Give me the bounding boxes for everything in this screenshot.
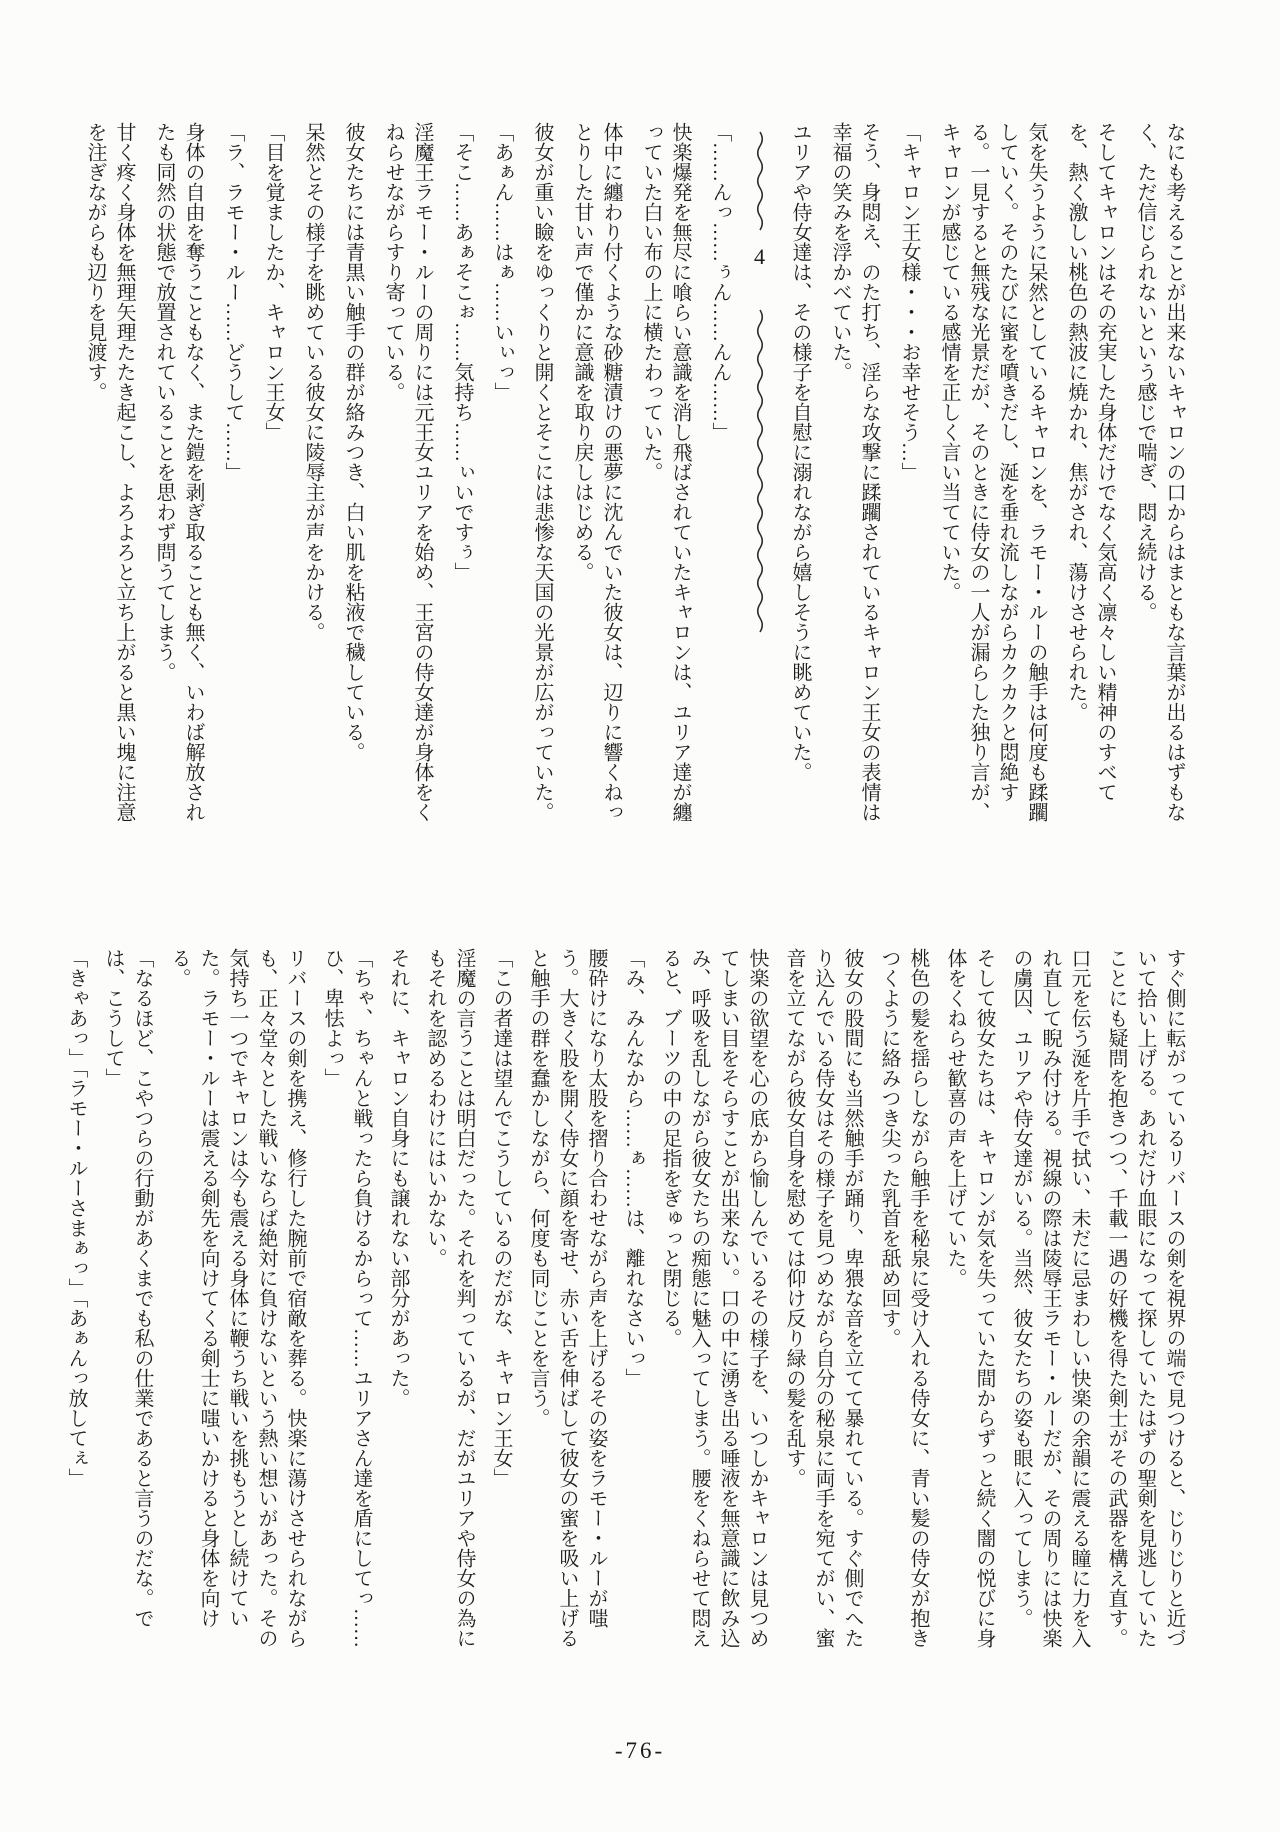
dialogue-line: 「きゃあっ」「ラモー・ルーさまぁっ」「あぁんっ放してぇ」 — [65, 948, 87, 1488]
paragraph: 淫魔の言うことは明白だった。それを判っているが、だがユリアや侍女の為にもそれを認めるわけにはいかない。 — [424, 948, 475, 1648]
paragraph: 快楽爆発を無尽に喰らい意識を消し飛ばされていたキャロンは、ユリア達が纏っていた白い布の上に横たわっていた。 — [640, 122, 691, 822]
paragraph: すぐ側に転がっているリバースの剣を視界の端で見つけると、じりじりと近づいて拾い上げる。あれだけ血眼になって探していたはずの聖剣を見逃していたことにも疑問を抱きつつ、千載一遇の好機を得た剣士がその武器を構え直す。 — [1105, 948, 1185, 1648]
dialogue-line: 「この者達は望んでこうしているのだがな、キャロン王女」 — [490, 948, 512, 1488]
paragraph: そう、身悶え、のた打ち、淫らな攻撃に蹂躙されているキャロン王女の表情は幸福の笑みを浮かべていた。 — [829, 122, 880, 822]
dialogue-line: 「そこ……あぁそこぉ……気持ち……ぃいですぅ」 — [451, 122, 473, 582]
divider-wave-top-icon — [753, 130, 767, 232]
dialogue-line: 「ちゃ、ちゃんと戦ったら負けるからって……ユリアさん達を盾にしてっ……ひ、卑怯よっ」 — [321, 948, 372, 1648]
paragraph: 快楽の欲望を心の底から愉しんでいるその様子を、いつしかキャロンは見つめてしまい目をそらすことが出来ない。口の中に湧き出る唾液を無意識に飲み込み、呼吸を乱しながら彼女たちの痴態に魅入ってしまう。腰をくねらせて悶えると、ブーツの中の足指をぎゅっと閉じる。 — [659, 948, 768, 1648]
paragraph: リバースの剣を携え、修行した腕前で宿敵を葬る。快楽に蕩けさせられながらも、正々堂々とした戦いならば絶対に負けないという熱い想いがあった。その気持ち一つでキャロンは今も震える身体に鞭うち戦いを挑もうとし続けていた。ラモー・ルーは震える剣先を向けてくる剣士に嗤いかけると身体を向ける。 — [168, 948, 306, 1648]
dialogue-line: 「ラ、ラモー・ルー……どうして……」 — [222, 122, 244, 482]
dialogue-line: 「み、みんなから……ぁ……は、離れなさいっ」 — [622, 948, 644, 1388]
page-number: -76- — [614, 1738, 666, 1763]
bottom-text-block — [53, 948, 1188, 1660]
section-divider — [745, 122, 774, 834]
dialogue-line: 「あぁん……はぁ……いぃっ」 — [491, 122, 513, 402]
paragraph: 淫魔王ラモー・ルーの周りには元王女ユリアを始め、王宮の侍女達が身体をくねらせながらすり寄っている。 — [382, 122, 433, 822]
paragraph: なにも考えることが出来ないキャロンの口からはまともな言葉が出るはずもなく、ただ信じられないという感じで喘ぎ、悶え続ける。 — [1134, 122, 1185, 822]
top-text-block — [69, 122, 1188, 834]
paragraph: 呆然とその様子を眺めている彼女に陵辱主が声をかける。 — [302, 122, 324, 642]
paragraph: 気を失うように呆然としているキャロンを、ラモー・ルーの触手は何度も蹂躙していく。そのたびに蜜を噴きだし、涎を垂れ流しながらカクカクと悶絶する。一見すると無残な光景だが、そのときに侍女の一人が漏らした独り言が、キャロンが感じている感情を正しく言い当てていた。 — [938, 122, 1047, 822]
paragraph: そしてキャロンはその充実した身体だけでなく気高く凛々しい精神のすべてを、熱く激しい桃色の熱波に焼かれ、焦がされ、蕩けさせられた。 — [1065, 122, 1116, 802]
divider-wave-bottom-icon — [753, 308, 767, 636]
dialogue-line: 「なるほど、こやつらの行動があくまでも私の仕業であると言うのだな。では、こうして」 — [102, 948, 153, 1628]
paragraph: ユリアや侍女達は、その様子を自慰に溺れながら嬉しそうに眺めていた。 — [789, 122, 811, 782]
paragraph: 口元を伝う涎を片手で拭い、未だに忌まわしい快楽の余韻に震える瞳に力を入れ直して睨み付ける。視線の際は陵辱王ラモー・ルーだが、その周りには快楽の虜囚、ユリアや侍女達がいる。当然、彼女たちの姿も眼に入ってしまう。 — [1010, 948, 1090, 1648]
paragraph: 彼女の股間にも当然触手が踊り、卑猥な音を立てて暴れている。すぐ側でへたり込んでいる侍女はその様子を見つめながら自分の秘泉に両手を宛てがい、蜜音を立てながら彼女自身を慰めては仰け反り緑の髪を乱す。 — [783, 948, 863, 1648]
dialogue-line: 「キャロン王女様・・・お幸せそう…」 — [898, 122, 920, 482]
paragraph: 身体の自由を奪うこともなく、また鎧を剥ぎ取ることも無く、いわば解放されたも同然の状態で放置されていることを思わず問うてしまう。 — [153, 122, 204, 822]
paragraph: 彼女が重い瞼をゆっくりと開くとそこには悲惨な天国の光景が広がっていた。 — [531, 122, 553, 822]
dialogue-line: 「目を覚ましたか、キャロン王女」 — [262, 122, 284, 442]
dialogue-line: 「……んっ……ぅん……んん……」 — [709, 122, 731, 442]
paragraph: 彼女たちには青黒い触手の群が絡みつき、白い肌を粘液で穢している。 — [342, 122, 364, 762]
section-number: 4 — [754, 244, 765, 269]
paragraph: そして彼女たちは、キャロンが気を失っていた間からずっと続く闇の悦びに身体をくねらせ歓喜の声を上げていた。 — [944, 948, 995, 1648]
paragraph: 体中に纏わり付くような砂糖漬けの悪夢に沈んでいた彼女は、辺りに響くねっとりした甘い声で僅かに意識を取り戻しはじめる。 — [571, 122, 622, 822]
paragraph: 甘く疼く身体を無理矢理たたき起こし、よろよろと立ち上がると黒い塊に注意を注ぎながらも辺りを見渡す。 — [84, 122, 135, 822]
paragraph: 桃色の髪を揺らしながら触手を秘泉に受け入れる侍女に、青い髪の侍女が抱きつくように絡みつき尖った乳首を舐め回す。 — [878, 948, 929, 1648]
paragraph: それに、キャロン自身にも譲れない部分があった。 — [387, 948, 409, 1408]
paragraph: 腰砕けになり太股を摺り合わせながら声を上げるその姿をラモー・ルーが嗤う。大きく股を開く侍女に顔を寄せ、赤い舌を伸ばして彼女の蜜を吸い上げると触手の群を蠢かしながら、何度も同じことを言う。 — [527, 948, 607, 1648]
